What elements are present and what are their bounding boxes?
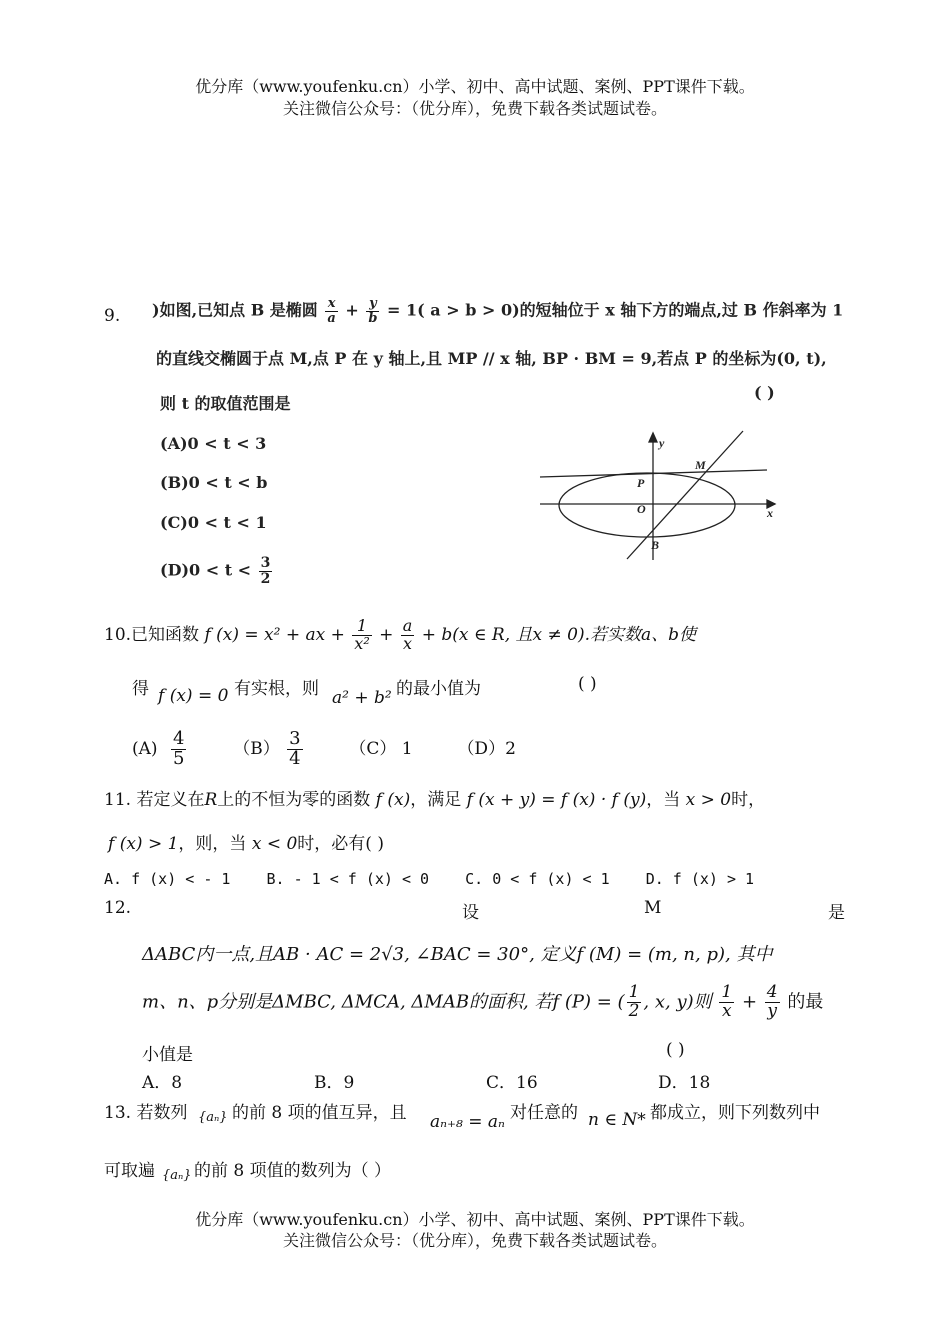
header-line-2: 关注微信公众号：（优分库），免费下载各类试题试卷。 — [282, 99, 667, 118]
q12-option-c: C．16 — [486, 1073, 538, 1093]
q9-line-3: 则 t 的取值范围是 — [160, 394, 291, 413]
ellipse-curve — [559, 473, 735, 537]
q12-word-2: M — [644, 898, 662, 918]
ellipse-figure — [535, 425, 785, 565]
q13-line-1-d: 都成立，则下列数列中 — [650, 1103, 820, 1123]
q13-sequence-symbol: {aₙ} — [198, 1110, 228, 1125]
q13-line-1-b: 的前 8 项的值互异，且 — [232, 1103, 407, 1123]
q10-line-1: 10.已知函数 f (x) = x² + ax + $\frac{1}{\text{x²}}$ + $\frac{a}{x}$ + b(x ∈ R, 且x ≠ 0).若实数a、b使 — [104, 616, 697, 653]
q13-line-1-a: 13. 若数列 — [104, 1103, 188, 1123]
line-bm — [627, 431, 743, 559]
q9-line-2: 的直线交椭圆于点 M,点 P 在 y 轴上,且 MP // x 轴, BP · BM = 9,若点 P 的坐标为(0, t), — [156, 349, 827, 368]
q12-line-3: m、n、p分别是ΔMBC, ΔMCA, ΔMAB的面积, 若f (P) = ( $\frac{1}{2}$ , x, y)则 $\frac{1}{x}$ + $\frac{4}{y}$ 的最 — [142, 982, 824, 1021]
footer-line-2: 关注微信公众号：（优分库），免费下载各类试题试卷。 — [282, 1231, 667, 1250]
q13-line-1-c: 对任意的 — [510, 1103, 578, 1123]
q12-option-d: D．18 — [658, 1073, 711, 1093]
q10-line-2-c: a² + b² — [332, 688, 392, 708]
q9-option-a: (A)0 < t < 3 — [160, 434, 267, 453]
footer-line-1: 优分库（www.youfenku.cn）小学、初中、高中试题、案例、PPT课件下载。 — [195, 1210, 755, 1229]
q9-line-1: )如图,已知点 B 是椭圆 $\frac{x}{a}$ + $\frac{y}{b}$ = 1( a > b > 0)的短轴位于 x 轴下方的端点,过 B 作斜率为 1 — [152, 296, 844, 326]
q11-options — [104, 870, 754, 888]
q9-option-c: (C)0 < t < 1 — [160, 513, 267, 532]
q13-recurrence: aₙ₊₈ = aₙ — [430, 1112, 505, 1132]
q12-number: 12. — [104, 898, 132, 918]
label-p: P — [637, 476, 645, 490]
y-axis-arrow-icon — [649, 433, 657, 442]
q11-option-c: C. 0 < f (x) < 1 — [465, 870, 610, 888]
q12-line-2: ΔABC内一点,且AB · AC = 2√3, ∠BAC = 30°, 定义f (M) = (m, n, p), 其中 — [142, 944, 773, 965]
q12-line-4: 小值是 — [142, 1045, 193, 1065]
q10-line-2-f: f (x) = 0 — [158, 686, 229, 706]
q12-word-1: 设 — [462, 903, 479, 923]
q9-option-d: (D)0 < t < $\frac{3}{2}$ — [160, 555, 271, 587]
q13-sequence-symbol-2: {aₙ} — [162, 1168, 192, 1183]
q9-answer-bracket: ( ) — [754, 383, 775, 402]
q11-line-1: 11. 若定义在R上的不恒为零的函数 f (x)，满足 f (x + y) = f (x) · f (y)，当 x > 0时， — [104, 790, 766, 810]
q9-number: 9. — [104, 306, 121, 326]
q11-option-d: D. f (x) > 1 — [645, 870, 755, 888]
q12-option-b: B．9 — [314, 1073, 355, 1093]
q10-option-c: （C） 1 — [349, 738, 413, 759]
q11-option-b: B. - 1 < f (x) < 0 — [266, 870, 430, 888]
q11-option-a: A. f (x) < - 1 — [104, 870, 231, 888]
q10-options — [132, 730, 516, 769]
q11-line-2: f (x) > 1，则，当 x < 0时，必有( ) — [108, 834, 384, 854]
header-line-1: 优分库（www.youfenku.cn）小学、初中、高中试题、案例、PPT课件下载。 — [195, 77, 755, 96]
label-m: M — [695, 458, 706, 472]
q10-line-2-b: 有实根，则 — [234, 679, 319, 699]
q10-answer-bracket: ( ) — [578, 674, 597, 694]
label-o: O — [637, 502, 646, 516]
label-x: x — [767, 506, 773, 520]
q12-answer-bracket: ( ) — [666, 1040, 685, 1060]
q12-option-a: A．8 — [142, 1073, 183, 1093]
q10-option-a: (A) $\frac{4}{5}$ — [132, 728, 185, 769]
label-y: y — [659, 436, 665, 450]
q10-line-2-d: 的最小值为 — [396, 679, 481, 699]
q10-option-d: （D）2 — [457, 738, 516, 759]
q12-word-3: 是 — [828, 903, 845, 923]
q10-line-2-a: 得 — [132, 679, 149, 699]
q10-option-b: （B） $\frac{3}{4}$ — [233, 728, 301, 769]
q13-line-2-b: 的前 8 项值的数列为（ ） — [194, 1161, 392, 1181]
label-b: B — [651, 538, 660, 552]
q13-condition: n ∈ N* — [588, 1110, 646, 1130]
q13-line-2-a: 可取遍 — [104, 1161, 155, 1181]
q9-option-b: (B)0 < t < b — [160, 473, 268, 492]
